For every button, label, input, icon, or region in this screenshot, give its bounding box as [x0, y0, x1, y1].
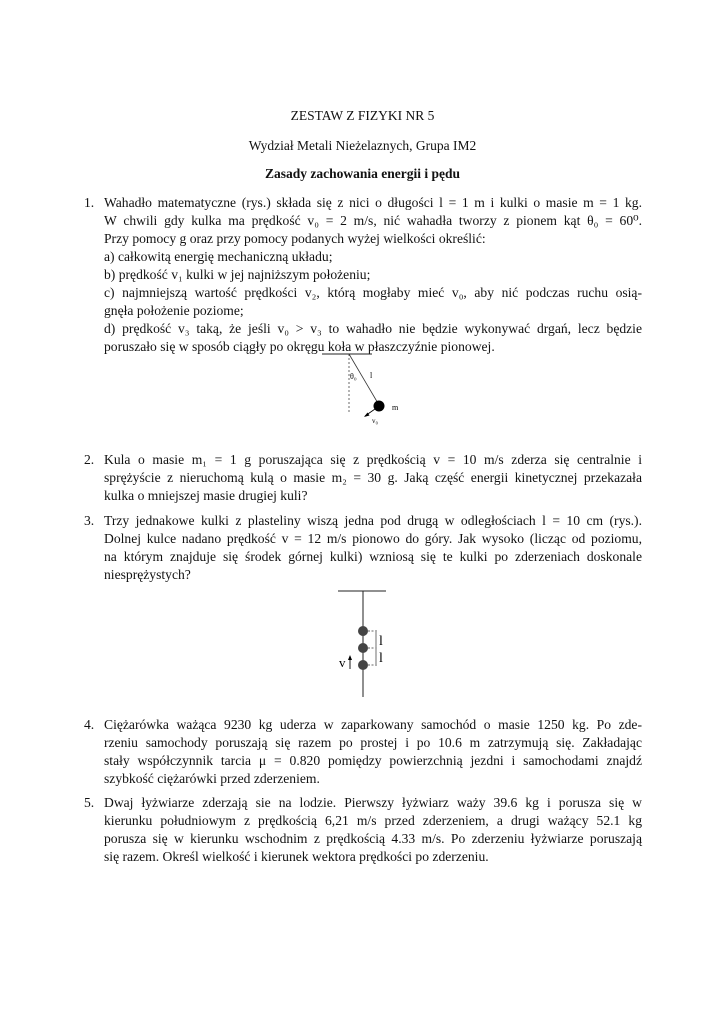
problem-number: 3. — [84, 513, 95, 528]
problem-line: stały współczynnik tarcia μ = 0.820 pomiędzy powierzchnią jezdni i samochodami znajdź — [104, 753, 642, 768]
problem-number: 2. — [84, 452, 95, 467]
problem-line: porusza się w kierunku wschodnim z prędkością 4.33 m/s. Po zderzeniu łyżwiarze poruszają — [104, 831, 642, 846]
problem-4 — [84, 716, 642, 788]
length-label: l — [370, 371, 373, 380]
problem-line: na którym znajduje się środek górnej kulki) wzniosą się te kulki po zderzeniach doskonale — [104, 549, 642, 564]
problem-line: b) prędkość v₁ kulki w jej najniższym położeniu; — [104, 267, 371, 282]
problem-line: rzeniu samochody poruszają się razem po prostej i po 10.6 m zatrzymują się. Zakładając — [104, 735, 642, 750]
problem-number: 1. — [84, 195, 95, 210]
problem-line: poruszało się w sposób ciągły po okręgu koła w płaszczyźnie pionowej. — [104, 339, 495, 354]
problem-line: a) całkowitą energię mechaniczną układu; — [104, 249, 333, 264]
velocity-arrowhead — [348, 655, 352, 660]
problem-1 — [84, 194, 642, 356]
problem-5 — [84, 794, 642, 866]
problem-line: szybkość ciężarówki przed zderzeniem. — [104, 771, 320, 786]
pendulum-bob — [374, 401, 385, 412]
upper-ball — [358, 626, 368, 636]
document-topic: Zasady zachowania energii i pędu — [264, 166, 461, 181]
angle-label: θ₀ — [350, 372, 357, 381]
velocity-label: v₀ — [372, 417, 378, 425]
problem-number: 4. — [84, 717, 95, 732]
problem-line: Przy pomocy g oraz przy pomocy podanych wyżej wielkości określić: — [104, 231, 486, 246]
problem-line: Trzy jednakowe kulki z plasteliny wiszą jedna pod drugą w odległościach l = 10 cm (rys.). — [104, 513, 642, 528]
upper-spacing-label: l — [379, 634, 383, 649]
problem-2 — [84, 451, 642, 505]
three-balls-figure — [330, 585, 400, 700]
problem-line: W chwili gdy kulka ma prędkość v₀ = 2 m/s, nić wahadła tworzy z pionem kąt θ₀ = 60⁰. — [104, 213, 642, 228]
problem-line: Ciężarówka ważąca 9230 kg uderza w zaparkowany samochód o masie 1250 kg. Po zde- — [104, 717, 642, 732]
problem-line: Dolnej kulce nadano prędkość v = 12 m/s pionowo do góry. Jak wysoko (licząc od poziomu, — [104, 531, 642, 546]
problem-line: d) prędkość v₃ taką, że jeśli v₀ > v₃ to wahadło nie będzie wykonywać drgań, lecz będzie — [104, 321, 642, 336]
problem-line: Wahadło matematyczne (rys.) składa się z nici o długości l = 1 m i kulki o masie m = 1 kg. — [104, 195, 642, 210]
pendulum-figure — [310, 348, 420, 428]
middle-ball — [358, 643, 368, 653]
problem-line: kierunku południowym z prędkością 6,21 m/s przed zderzeniem, a drugi ważący 52.1 kg — [104, 813, 642, 828]
problem-line: sprężyście z nieruchomą kulą o masie m₂ = 30 g. Jaką część energii kinetycznej przekazała — [104, 470, 642, 485]
lower-spacing-label: l — [379, 651, 383, 666]
problem-3 — [84, 512, 642, 584]
problem-line: Kula o masie m₁ = 1 g poruszająca się z prędkością v = 10 m/s zderza się centralnie i — [104, 452, 642, 467]
document-title: ZESTAW Z FIZYKI NR 5 — [290, 108, 435, 123]
mass-label: m — [392, 403, 399, 412]
problem-line: się razem. Określ wielkość i kierunek wektora prędkości po zderzeniu. — [104, 849, 489, 864]
problem-line: c) najmniejszą wartość prędkości v₂, którą mogłaby mieć v₀, aby nić podczas ruchu osią- — [104, 285, 642, 300]
velocity-label: v — [339, 655, 346, 670]
problem-line: kulka o mniejszej masie drugiej kuli? — [104, 488, 308, 503]
document-subtitle: Wydział Metali Nieżelaznych, Grupa IM2 — [248, 138, 477, 153]
problem-number: 5. — [84, 795, 95, 810]
problem-line: gnęła położenie poziome; — [104, 303, 244, 318]
lower-ball — [358, 660, 368, 670]
problem-line: niesprężystych? — [104, 567, 191, 582]
problem-line: Dwaj łyżwiarze zderzają sie na lodzie. Pierwszy łyżwiarz waży 39.6 kg i porusza się w — [104, 795, 642, 810]
